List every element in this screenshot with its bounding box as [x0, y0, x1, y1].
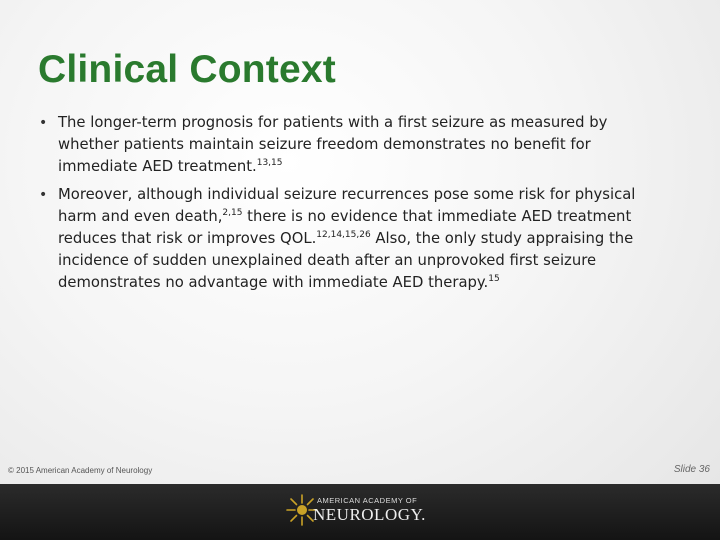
- logo-text-line2: NEUROLOGY.: [313, 505, 426, 524]
- logo-text-line1: AMERICAN ACADEMY OF: [317, 496, 418, 505]
- citation: 13,15: [256, 158, 283, 168]
- bullet-item: [38, 112, 660, 178]
- citation: 2,15: [222, 208, 243, 218]
- citation: 15: [488, 274, 500, 284]
- bullet-item: [38, 184, 660, 294]
- bullet-text: there is no evidence that immediate AED treatment reduces that risk or improves QOL.: [58, 208, 632, 247]
- bullet-text: Moreover, although individual seizure recurrences pose some risk for physical harm and even death,: [58, 186, 636, 225]
- aan-logo: [285, 493, 435, 533]
- footer-bar: [0, 484, 720, 540]
- slide-title: Clinical Context: [38, 48, 336, 91]
- bullet-text: Also, the only study appraising the incidence of sudden unexplained death after an unprovoked first seizure demonstrates no advantage with immediate AED therapy.: [58, 230, 634, 291]
- citation: 12,14,15,26: [316, 230, 371, 240]
- copyright-notice: © 2015 American Academy of Neurology: [8, 466, 153, 475]
- slide-number: Slide 36: [673, 464, 710, 475]
- bullet-icon: •: [39, 187, 48, 203]
- bullet-text: The longer-term prognosis for patients with a first seizure as measured by whether patients maintain seizure freedom demonstrates no benefit for immediate AED treatment.: [58, 114, 608, 175]
- bullet-list: [38, 112, 660, 294]
- bullet-icon: •: [39, 115, 48, 131]
